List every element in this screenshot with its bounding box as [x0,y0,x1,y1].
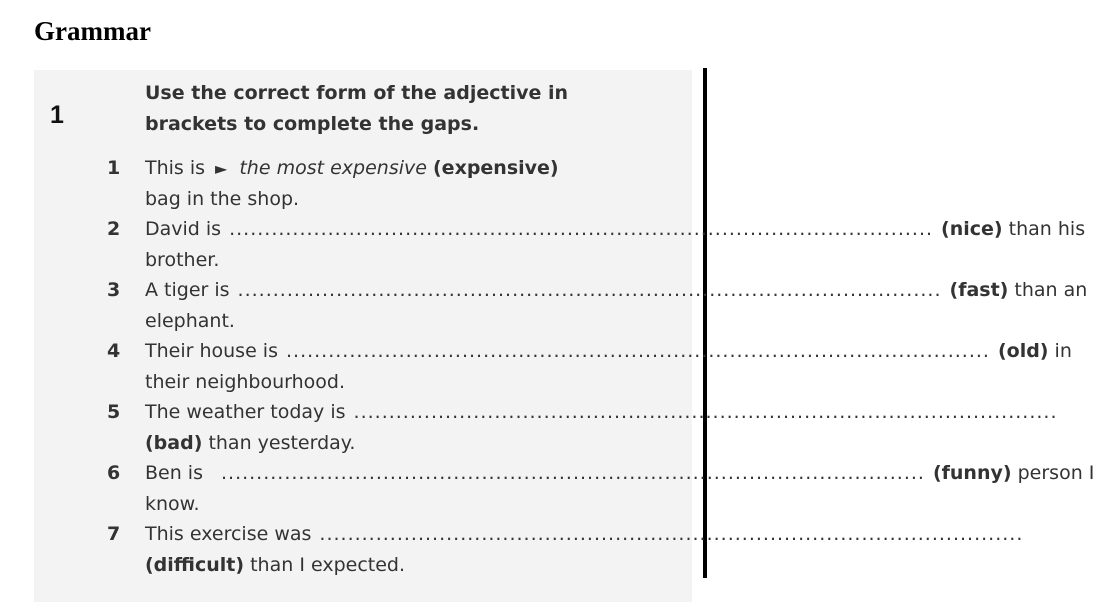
item-hint: (bad) [145,432,203,454]
item-number: 4 [107,340,121,362]
item-text-after: person I [1017,462,1094,484]
item-text-after: than yesterday. [208,432,356,454]
item-line-1 [145,214,1086,244]
item-line-1 [145,458,1094,488]
item-number: 1 [107,157,121,179]
exercise-item-5 [0,397,1058,458]
item-line-1 [145,336,1072,366]
item-line-2 [145,367,679,397]
item-text-after: than an [1014,279,1088,301]
exercise-instruction [145,78,685,140]
exercise-number: 1 [50,101,64,129]
item-text-before: This exercise was [145,523,312,545]
item-number: 7 [107,523,121,545]
item-text-continued: bag in the shop. [145,188,300,210]
item-number: 3 [107,279,121,301]
item-hint: (fast) [949,279,1009,301]
item-text-after: in [1054,340,1072,362]
item-hint: (funny) [932,462,1012,484]
item-line-1 [145,519,1024,549]
exercise-item-6 [0,458,1094,519]
exercise-items [0,153,1094,580]
item-line-2 [145,550,679,580]
item-text-before: A tiger is [145,279,230,301]
instruction-line-1: Use the correct form of the adjective in [145,82,569,104]
item-number: 5 [107,401,121,423]
answer-gap[interactable]: .................................................................................................... [353,401,1058,423]
exercise-item-3 [0,275,1088,336]
example-answer: the most expensive [239,157,427,179]
item-text-before: The weather today is [145,401,346,423]
item-number: 6 [107,462,121,484]
item-line-2 [145,184,679,214]
answer-gap[interactable]: .................................................................................................... [229,218,934,240]
exercise-item-2 [0,214,1086,275]
item-line-1 [145,275,1088,305]
answer-gap[interactable]: .................................................................................................... [319,523,1024,545]
item-hint: (old) [997,340,1049,362]
play-arrow-icon: ► [215,159,228,178]
answer-gap[interactable]: .................................................................................................... [220,462,925,484]
exercise-item-4 [0,336,1072,397]
item-hint: (nice) [941,218,1003,240]
section-heading: Grammar [34,16,151,46]
item-line-1 [145,153,679,183]
item-line-2 [145,245,679,275]
item-text-after: than I expected. [250,554,406,576]
answer-gap[interactable]: .................................................................................................... [285,340,990,362]
item-text-continued: know. [145,493,200,515]
item-text-before: This is [145,157,206,179]
item-line-2 [145,306,679,336]
exercise-item-1 [0,153,761,214]
item-text-continued: their neighbourhood. [145,371,346,393]
item-text-after: than his [1008,218,1086,240]
item-text-before: Ben is [145,462,203,484]
instruction-line-2: brackets to complete the gaps. [145,113,480,135]
item-text-continued: brother. [145,249,220,271]
item-text-before: David is [145,218,222,240]
item-hint: (expensive) [433,157,559,179]
item-hint: (difficult) [145,554,245,576]
item-text-continued: elephant. [145,310,235,332]
item-line-2 [145,489,679,519]
answer-gap[interactable]: .................................................................................................... [237,279,942,301]
item-line-2 [145,428,679,458]
item-number: 2 [107,218,121,240]
item-text-before: Their house is [145,340,278,362]
item-line-1 [145,397,1058,427]
exercise-item-7 [0,519,1024,580]
